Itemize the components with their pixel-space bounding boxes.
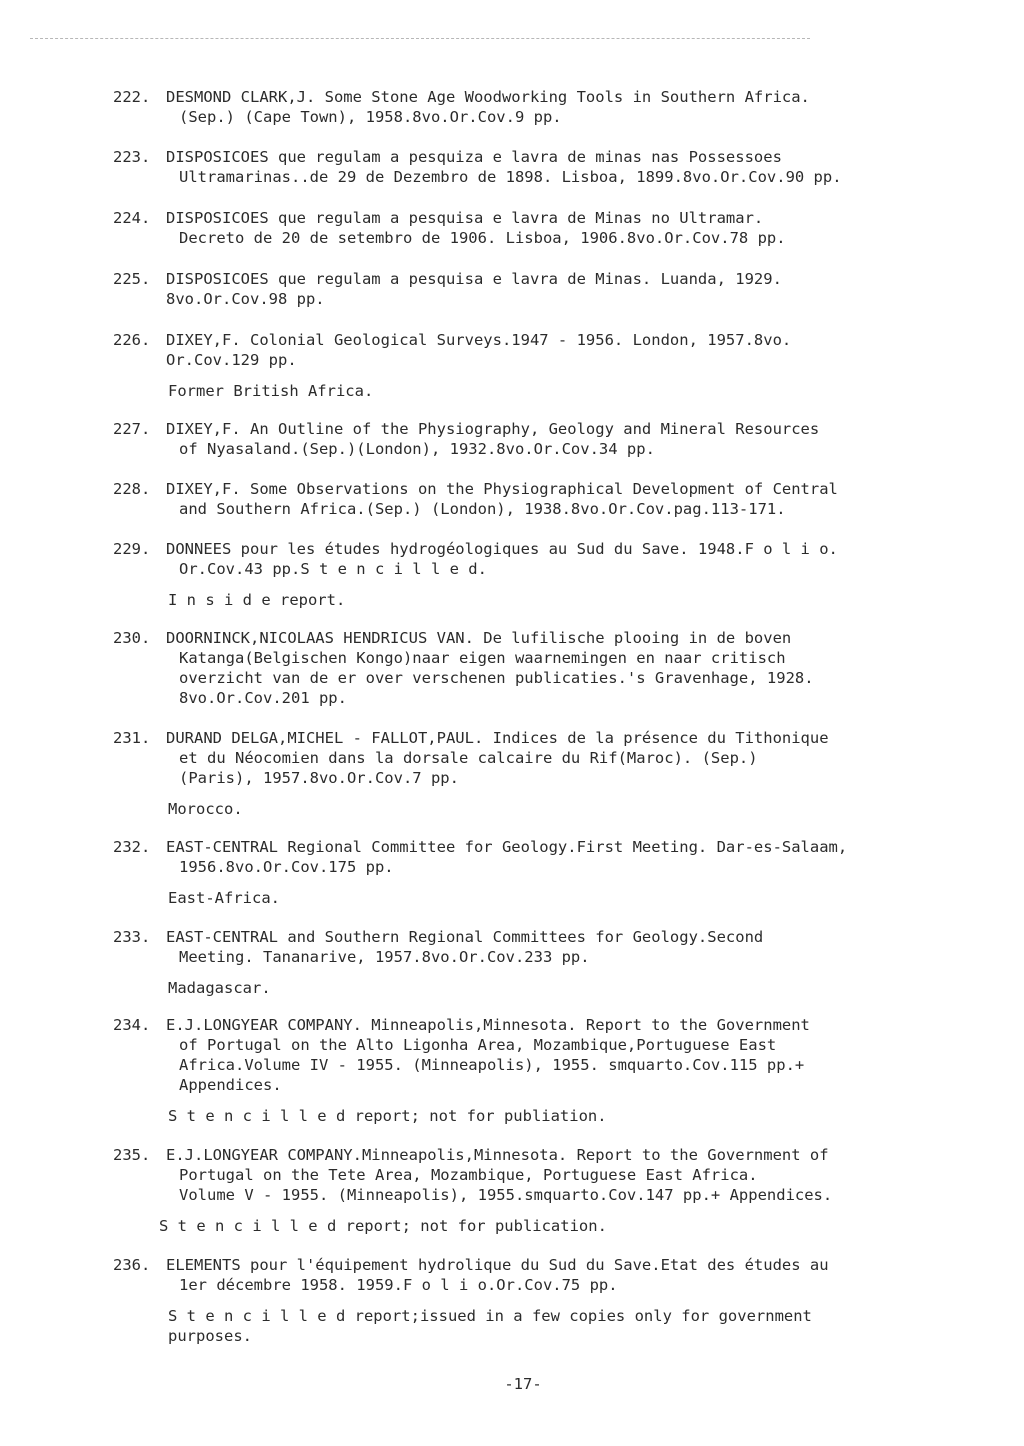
entry-line: DISPOSICOES que regulam a pesquisa e lavra de Minas. Luanda, 1929. bbox=[166, 270, 782, 288]
entry-line: Ultramarinas..de 29 de Dezembro de 1898. Lisboa, 1899.8vo.Or.Cov.90 pp. bbox=[179, 168, 842, 186]
entry-line: and Southern Africa.(Sep.) (London), 1938.8vo.Or.Cov.pag.113-171. bbox=[179, 500, 786, 518]
entry-line: 8vo.Or.Cov.201 pp. bbox=[179, 689, 347, 707]
entry-number: 222. bbox=[113, 88, 151, 106]
entry-line: DOORNINCK,NICOLAAS HENDRICUS VAN. De lufilische plooing in de boven bbox=[166, 629, 792, 647]
entry-line: Or.Cov.129 pp. bbox=[166, 351, 297, 369]
entry-232 bbox=[113, 837, 953, 908]
entry-line: Volume V - 1955. (Minneapolis), 1955.smquarto.Cov.147 pp.+ Appendices. bbox=[179, 1186, 833, 1204]
entry-number: 234. bbox=[113, 1016, 151, 1034]
entry-228 bbox=[113, 479, 953, 519]
entry-line: E.J.LONGYEAR COMPANY.Minneapolis,Minnesota. Report to the Government of bbox=[166, 1146, 829, 1164]
entry-line: EAST-CENTRAL and Southern Regional Committees for Geology.Second bbox=[166, 928, 764, 946]
entry-225 bbox=[113, 269, 953, 309]
entry-line: DISPOSICOES que regulam a pesquisa e lavra de Minas no Ultramar. bbox=[166, 209, 764, 227]
entry-line: et du Néocomien dans la dorsale calcaire du Rif(Maroc). (Sep.) bbox=[179, 749, 758, 767]
entry-224 bbox=[113, 208, 953, 248]
entry-number: 233. bbox=[113, 928, 151, 946]
entry-line: DISPOSICOES que regulam a pesquiza e lavra de minas nas Possessoes bbox=[166, 148, 782, 166]
entry-note: S t e n c i l l e d report; not for publiation. bbox=[168, 1107, 607, 1125]
entry-line: Portugal on the Tete Area, Mozambique, Portuguese East Africa. bbox=[179, 1166, 758, 1184]
entry-231 bbox=[113, 728, 953, 819]
entry-note: I n s i d e report. bbox=[168, 591, 346, 609]
entry-235 bbox=[113, 1145, 953, 1236]
entry-number: 223. bbox=[113, 148, 151, 166]
entry-line: Appendices. bbox=[179, 1076, 282, 1094]
entry-226 bbox=[113, 330, 953, 401]
entry-line: 1956.8vo.Or.Cov.175 pp. bbox=[179, 858, 394, 876]
entry-number: 224. bbox=[113, 209, 151, 227]
entry-number: 236. bbox=[113, 1256, 151, 1274]
entry-line: DESMOND CLARK,J. Some Stone Age Woodworking Tools in Southern Africa. bbox=[166, 88, 810, 106]
entry-line: (Paris), 1957.8vo.Or.Cov.7 pp. bbox=[179, 769, 459, 787]
entry-number: 228. bbox=[113, 480, 151, 498]
entry-line: of Nyasaland.(Sep.)(London), 1932.8vo.Or.Cov.34 pp. bbox=[179, 440, 655, 458]
entry-line: DURAND DELGA,MICHEL - FALLOT,PAUL. Indices de la présence du Tithonique bbox=[166, 729, 829, 747]
entry-234 bbox=[113, 1015, 953, 1126]
entry-line: DONNEES pour les études hydrogéologiques au Sud du Save. 1948.F o l i o. bbox=[166, 540, 838, 558]
page-number: -17- bbox=[504, 1375, 542, 1393]
entry-230 bbox=[113, 628, 953, 708]
entry-note: S t e n c i l l e d report; not for publication. bbox=[159, 1217, 607, 1235]
entry-222 bbox=[113, 87, 953, 127]
entry-line: Katanga(Belgischen Kongo)naar eigen waarnemingen en naar critisch bbox=[179, 649, 786, 667]
entry-note: East-Africa. bbox=[168, 889, 280, 907]
entry-line: ELEMENTS pour l'équipement hydrolique du Sud du Save.Etat des études au bbox=[166, 1256, 829, 1274]
entry-line: DIXEY,F. Colonial Geological Surveys.1947 - 1956. London, 1957.8vo. bbox=[166, 331, 792, 349]
entry-227 bbox=[113, 419, 953, 459]
entry-note: Madagascar. bbox=[168, 979, 271, 997]
entry-line: E.J.LONGYEAR COMPANY. Minneapolis,Minnesota. Report to the Government bbox=[166, 1016, 810, 1034]
entry-line: Or.Cov.43 pp.S t e n c i l l e d. bbox=[179, 560, 487, 578]
entry-line: Meeting. Tananarive, 1957.8vo.Or.Cov.233 pp. bbox=[179, 948, 590, 966]
entry-line: DIXEY,F. An Outline of the Physiography, Geology and Mineral Resources bbox=[166, 420, 820, 438]
entry-line: (Sep.) (Cape Town), 1958.8vo.Or.Cov.9 pp. bbox=[179, 108, 562, 126]
entry-line: overzicht van de er over verschenen publicaties.'s Gravenhage, 1928. bbox=[179, 669, 814, 687]
entry-note: Morocco. bbox=[168, 800, 243, 818]
entry-236 bbox=[113, 1255, 953, 1346]
entry-line: 1er décembre 1958. 1959.F o l i o.Or.Cov.75 pp. bbox=[179, 1276, 618, 1294]
entry-line: EAST-CENTRAL Regional Committee for Geology.First Meeting. Dar-es-Salaam, bbox=[166, 838, 848, 856]
entry-223 bbox=[113, 147, 953, 187]
entry-number: 231. bbox=[113, 729, 151, 747]
entry-note: Former British Africa. bbox=[168, 382, 374, 400]
entry-note: S t e n c i l l e d report;issued in a few copies only for government purposes. bbox=[168, 1307, 812, 1345]
entry-line: Africa.Volume IV - 1955. (Minneapolis), 1955. smquarto.Cov.115 pp.+ bbox=[179, 1056, 805, 1074]
entry-number: 235. bbox=[113, 1146, 151, 1164]
entry-number: 227. bbox=[113, 420, 151, 438]
entry-number: 232. bbox=[113, 838, 151, 856]
entry-line: 8vo.Or.Cov.98 pp. bbox=[166, 290, 325, 308]
entry-233 bbox=[113, 927, 953, 998]
entry-line: DIXEY,F. Some Observations on the Physiographical Development of Central bbox=[166, 480, 838, 498]
entry-number: 226. bbox=[113, 331, 151, 349]
entry-line: Decreto de 20 de setembro de 1906. Lisboa, 1906.8vo.Or.Cov.78 pp. bbox=[179, 229, 786, 247]
entry-229 bbox=[113, 539, 953, 610]
entry-line: of Portugal on the Alto Ligonha Area, Mozambique,Portuguese East bbox=[179, 1036, 777, 1054]
entry-number: 230. bbox=[113, 629, 151, 647]
entry-number: 229. bbox=[113, 540, 151, 558]
entry-number: 225. bbox=[113, 270, 151, 288]
